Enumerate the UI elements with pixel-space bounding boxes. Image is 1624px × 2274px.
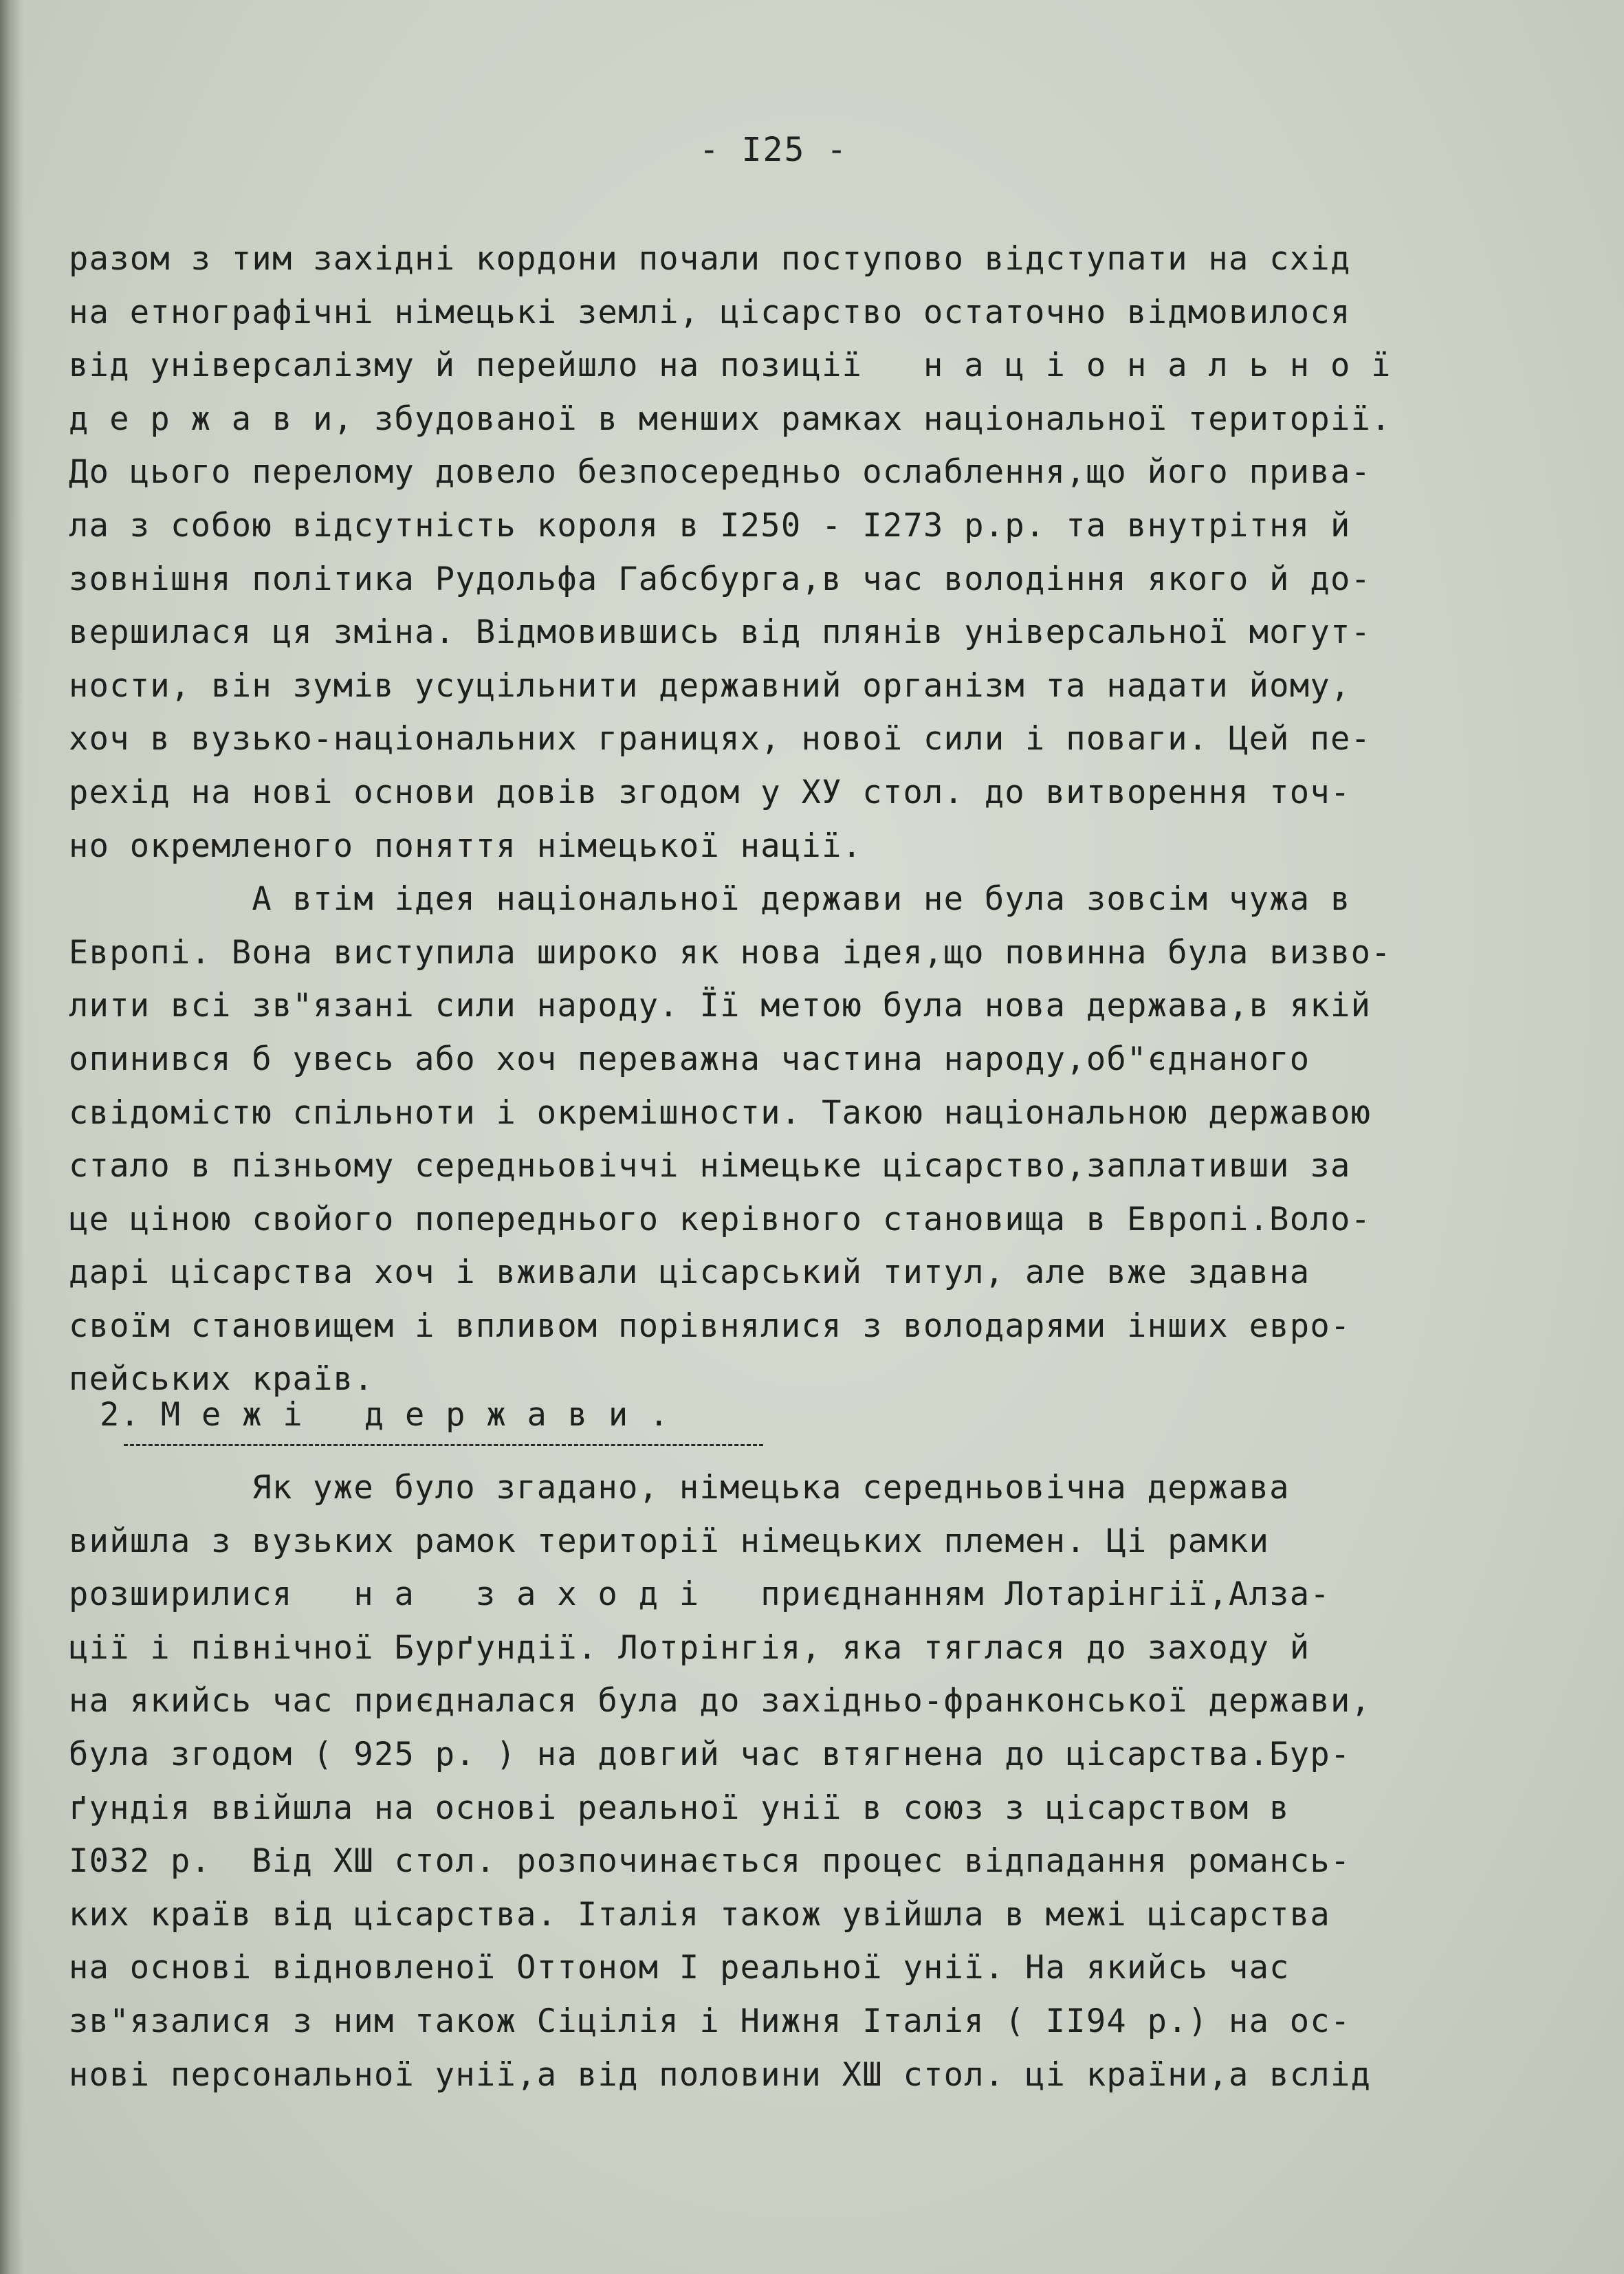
text-line: зовнішня політика Рудольфа Габсбурга,в час володіння якого й до-: [69, 560, 1372, 598]
text-line: на основі відновленої Оттоном I реальної унії. На якийсь час: [69, 1949, 1290, 1987]
text-line: це ціною свойого попереднього керівного становища в Европі.Воло-: [69, 1200, 1372, 1238]
text-line: Як уже було згадано, німецька середньовічна держава: [69, 1469, 1290, 1507]
paragraph-3: [69, 1461, 1595, 2101]
text-line: ґундія ввійшла на основі реальної унії в союз з цісарством в: [69, 1789, 1290, 1827]
heading-underline: [124, 1444, 763, 1446]
page-number: - I25 -: [699, 131, 848, 169]
text-line: зв"язалися з ним також Сіцілія і Нижня Італія ( II94 р.) на ос-: [69, 2002, 1351, 2040]
text-line: стало в пізньому середньовіччі німецьке цісарство,заплативши за: [69, 1147, 1351, 1185]
text-line: лити всі зв"язані сили народу. Її метою була нова держава,в якій: [69, 987, 1372, 1025]
text-line: від універсалізму й перейшло на позиції н а ц і о н а л ь н о ї: [69, 347, 1392, 385]
text-line: ких країв від цісарства. Італія також увійшла в межі цісарства: [69, 1895, 1330, 1934]
text-line: д е р ж а в и, збудованої в менших рамках національної території.: [69, 400, 1392, 438]
text-line: рехід на нові основи довів згодом у ХУ стол. до витворення точ-: [69, 773, 1351, 811]
text-line: Европі. Вона виступила широко як нова ідея,що повинна була визво-: [69, 933, 1392, 972]
text-line: ла з собою відсутність короля в I250 - I273 р.р. та внутрітня й: [69, 506, 1351, 545]
text-line: ції і північної Бурґундії. Лотрінгія, яка тяглася до заходу й: [69, 1628, 1310, 1667]
text-line: розширилися н а з а х о д і приєднанням Лотарінгії,Алза-: [69, 1575, 1330, 1614]
text-line: нові персональної унії,а від половини ХШ стол. ці країни,а вслід: [69, 2055, 1372, 2094]
text-line: разом з тим західні кордони почали поступово відступати на схід: [69, 240, 1351, 278]
text-line: опинився б увесь або хоч переважна частина народу,об"єднаного: [69, 1040, 1310, 1078]
text-line: До цього перелому довело безпосередньо ослаблення,що його прива-: [69, 453, 1372, 492]
section-heading: 2. М е ж і д е р ж а в и .: [100, 1396, 670, 1434]
text-line: на якийсь час приєдналася була до західньо-франконської держави,: [69, 1682, 1372, 1720]
paragraph-1: [69, 232, 1568, 1406]
text-line: хоч в вузько-національних границях, нової сили і поваги. Цей пе-: [69, 720, 1372, 758]
text-line: дарі цісарства хоч і вживали цісарський титул, але вже здавна: [69, 1254, 1310, 1292]
text-line: А втім ідея національної держави не була зовсім чужа в: [69, 880, 1351, 919]
text-line: свідомістю спільноти і окремішности. Такою національною державою: [69, 1093, 1372, 1132]
text-line: пейських країв.: [69, 1360, 374, 1399]
page-left-edge-shadow: [0, 0, 23, 2274]
text-line: но окремленого поняття німецької нації.: [69, 827, 863, 865]
text-line: була згодом ( 925 р. ) на довгий час втягнена до цісарства.Бур-: [69, 1735, 1351, 1773]
text-line: вийшла з вузьких рамок території німецьких племен. Ці рамки: [69, 1522, 1270, 1560]
text-line: своїм становищем і впливом порівнялися з володарями інших евро-: [69, 1307, 1351, 1345]
text-line: I032 р. Від ХШ стол. розпочинається процес відпадання романсь-: [69, 1842, 1351, 1881]
text-line: вершилася ця зміна. Відмовившись від плянів універсальної могут-: [69, 613, 1372, 652]
text-line: на етнографічні німецькі землі, цісарство остаточно відмовилося: [69, 293, 1351, 331]
text-line: ности, він зумів усуцільнити державний організм та надати йому,: [69, 666, 1351, 705]
